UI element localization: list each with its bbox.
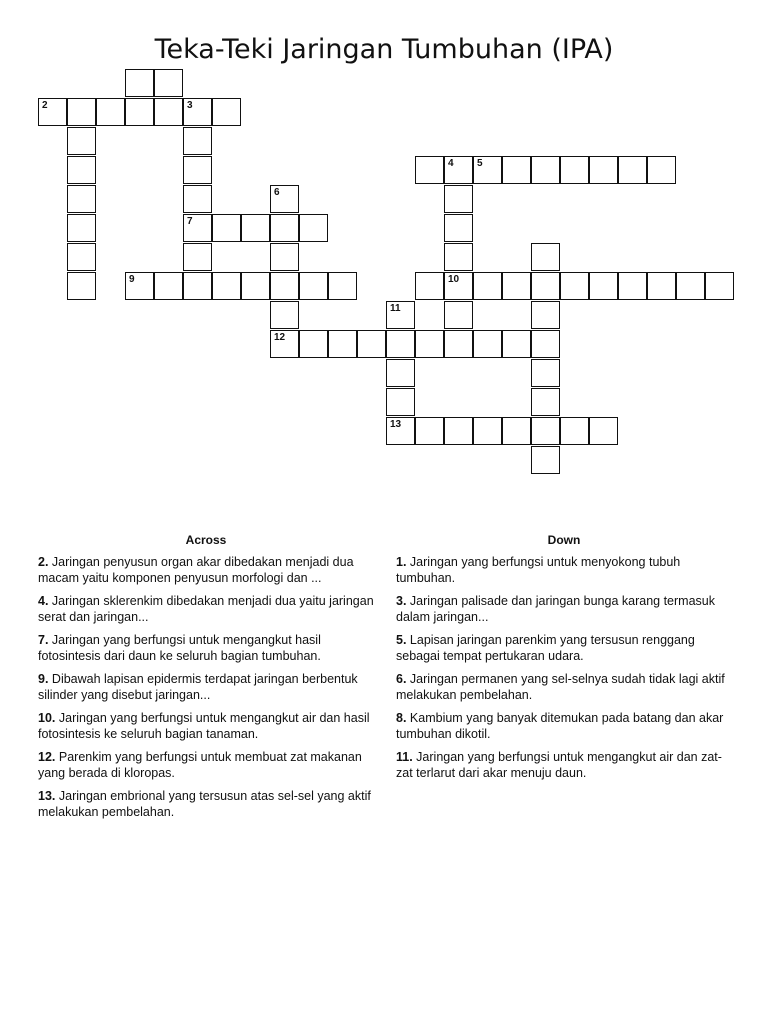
grid-cell[interactable] [415, 272, 444, 300]
clue-number-label: 11 [390, 303, 401, 314]
clue-number: 6. [396, 672, 407, 686]
grid-cell[interactable] [154, 69, 183, 97]
clue-number-label: 4 [448, 158, 454, 169]
clue-number-label: 9 [129, 274, 135, 285]
grid-cell[interactable] [589, 272, 618, 300]
grid-cell[interactable] [67, 185, 96, 213]
grid-cell[interactable] [444, 417, 473, 445]
grid-cell[interactable] [502, 272, 531, 300]
grid-cell[interactable] [444, 243, 473, 271]
clue-text: Jaringan penyusun organ akar dibedakan menjadi dua macam yaitu komponen penyusun morfologi dan ... [38, 555, 354, 585]
grid-cell[interactable] [647, 156, 676, 184]
grid-cell[interactable] [183, 156, 212, 184]
clue-number-label: 7 [187, 216, 193, 227]
clue-number-label: 6 [274, 187, 280, 198]
down-clue [396, 710, 732, 742]
grid-cell[interactable] [154, 272, 183, 300]
grid-cell[interactable] [67, 243, 96, 271]
grid-cell[interactable] [386, 417, 415, 445]
grid-cell[interactable] [96, 98, 125, 126]
clue-number-label: 2 [42, 100, 48, 111]
grid-cell[interactable] [183, 272, 212, 300]
across-clue [38, 632, 374, 664]
grid-cell[interactable] [183, 214, 212, 242]
clue-text: Jaringan palisade dan jaringan bunga karang termasuk dalam jaringan... [396, 594, 715, 624]
grid-cell[interactable] [560, 156, 589, 184]
clue-text: Kambium yang banyak ditemukan pada batang dan akar tumbuhan dikotil. [396, 711, 724, 741]
clue-text: Dibawah lapisan epidermis terdapat jaringan berbentuk silinder yang disebut jaringan... [38, 672, 358, 702]
clue-text: Lapisan jaringan parenkim yang tersusun renggang sebagai tempat pertukaran udara. [396, 633, 695, 663]
clue-text: Jaringan yang berfungsi untuk mengangkut air dan hasil fotosintesis ke seluruh bagian tanaman. [38, 711, 370, 741]
grid-cell[interactable] [560, 272, 589, 300]
grid-cell[interactable] [386, 359, 415, 387]
grid-cell[interactable] [270, 301, 299, 329]
grid-cell[interactable] [560, 417, 589, 445]
clue-text: Jaringan yang berfungsi untuk mengangkut air dan zat-zat terlarut dari akar menuju daun. [396, 750, 722, 780]
grid-cell[interactable] [67, 156, 96, 184]
grid-cell[interactable] [125, 272, 154, 300]
grid-cell[interactable] [531, 301, 560, 329]
grid-cell[interactable] [183, 98, 212, 126]
across-clue-list [38, 554, 374, 827]
grid-cell[interactable] [444, 156, 473, 184]
grid-cell[interactable] [299, 330, 328, 358]
grid-cell[interactable] [705, 272, 734, 300]
grid-cell[interactable] [328, 272, 357, 300]
grid-cell[interactable] [473, 272, 502, 300]
grid-cell[interactable] [531, 359, 560, 387]
clue-number-label: 13 [390, 419, 402, 430]
grid-cell[interactable] [386, 388, 415, 416]
grid-cell[interactable] [415, 330, 444, 358]
down-clue [396, 671, 732, 703]
grid-cell[interactable] [328, 330, 357, 358]
clue-number-label: 10 [448, 274, 460, 285]
grid-cell[interactable] [444, 301, 473, 329]
clue-text: Jaringan permanen yang sel-selnya sudah tidak lagi aktif melakukan pembelahan. [396, 672, 725, 702]
grid-cell[interactable] [531, 417, 560, 445]
grid-cell[interactable] [386, 330, 415, 358]
grid-cell[interactable] [299, 272, 328, 300]
down-heading: Down [547, 533, 581, 547]
grid-cell[interactable] [473, 156, 502, 184]
grid-cell[interactable] [676, 272, 705, 300]
grid-cell[interactable] [270, 243, 299, 271]
clue-number-label: 12 [274, 332, 286, 343]
grid-cell[interactable] [415, 417, 444, 445]
grid-cell[interactable] [618, 156, 647, 184]
across-clue [38, 710, 374, 742]
grid-cell[interactable] [473, 417, 502, 445]
grid-cell[interactable] [531, 156, 560, 184]
grid-cell[interactable] [502, 330, 531, 358]
down-clue-list [396, 554, 732, 788]
grid-cell[interactable] [67, 214, 96, 242]
across-clue [38, 593, 374, 625]
grid-cell[interactable] [357, 330, 386, 358]
grid-cell[interactable] [386, 301, 415, 329]
clue-number-label: 5 [477, 158, 483, 169]
across-clue [38, 788, 374, 820]
grid-cell[interactable] [270, 214, 299, 242]
clue-number: 5. [396, 633, 407, 647]
grid-cell[interactable] [241, 272, 270, 300]
grid-cell[interactable] [67, 98, 96, 126]
clue-number: 10. [38, 711, 56, 725]
clue-number: 3. [396, 594, 407, 608]
clue-number: 8. [396, 711, 407, 725]
across-clue [38, 671, 374, 703]
grid-cell[interactable] [647, 272, 676, 300]
down-clue [396, 632, 732, 664]
grid-cell[interactable] [531, 272, 560, 300]
grid-cell[interactable] [212, 214, 241, 242]
grid-cell[interactable] [589, 156, 618, 184]
clue-text: Jaringan sklerenkim dibedakan menjadi dua yaitu jaringan serat dan jaringan... [38, 594, 374, 624]
clue-text: Parenkim yang berfungsi untuk membuat zat makanan yang berada di kloropas. [38, 750, 362, 780]
grid-cell[interactable] [125, 69, 154, 97]
grid-cell[interactable] [38, 98, 67, 126]
across-clue [38, 554, 374, 586]
clue-text: Jaringan yang berfungsi untuk mengangkut hasil fotosintesis dari daun ke seluruh bagian tumbuhan. [38, 633, 321, 663]
grid-cell[interactable] [183, 127, 212, 155]
clue-number-label: 3 [187, 100, 193, 111]
clue-number: 2. [38, 555, 49, 569]
grid-cell[interactable] [67, 272, 96, 300]
grid-cell[interactable] [502, 417, 531, 445]
grid-cell[interactable] [531, 243, 560, 271]
grid-cell[interactable] [67, 127, 96, 155]
across-heading: Across [185, 533, 227, 547]
clue-text: Jaringan yang berfungsi untuk menyokong tubuh tumbuhan. [396, 555, 681, 585]
grid-cell[interactable] [473, 330, 502, 358]
grid-cell[interactable] [299, 214, 328, 242]
clue-number: 9. [38, 672, 49, 686]
clue-number: 13. [38, 789, 56, 803]
grid-cell[interactable] [444, 185, 473, 213]
clue-number: 1. [396, 555, 407, 569]
grid-cell[interactable] [270, 330, 299, 358]
grid-cell[interactable] [502, 156, 531, 184]
clue-number: 4. [38, 594, 49, 608]
grid-cell[interactable] [589, 417, 618, 445]
grid-cell[interactable] [531, 446, 560, 474]
down-clue [396, 554, 732, 586]
grid-cell[interactable] [183, 185, 212, 213]
clue-number: 11. [396, 750, 413, 764]
grid-cell[interactable] [270, 185, 299, 213]
grid-cell[interactable] [212, 98, 241, 126]
clue-text: Jaringan embrional yang tersusun atas sel-sel yang aktif melakukan pembelahan. [38, 789, 371, 819]
down-clue [396, 749, 732, 781]
grid-cell[interactable] [415, 156, 444, 184]
grid-cell[interactable] [618, 272, 647, 300]
grid-cell[interactable] [154, 98, 183, 126]
grid-cell[interactable] [444, 214, 473, 242]
clue-number: 7. [38, 633, 49, 647]
grid-cell[interactable] [531, 388, 560, 416]
clue-number: 12. [38, 750, 56, 764]
grid-cell[interactable] [183, 243, 212, 271]
across-clue [38, 749, 374, 781]
grid-cell[interactable] [444, 272, 473, 300]
grid-cell[interactable] [531, 330, 560, 358]
grid-cell[interactable] [270, 272, 299, 300]
page-title: Teka-Teki Jaringan Tumbuhan (IPA) [154, 34, 614, 65]
grid-cell[interactable] [444, 330, 473, 358]
down-clue [396, 593, 732, 625]
grid-cell[interactable] [241, 214, 270, 242]
grid-cell[interactable] [212, 272, 241, 300]
grid-cell[interactable] [125, 98, 154, 126]
